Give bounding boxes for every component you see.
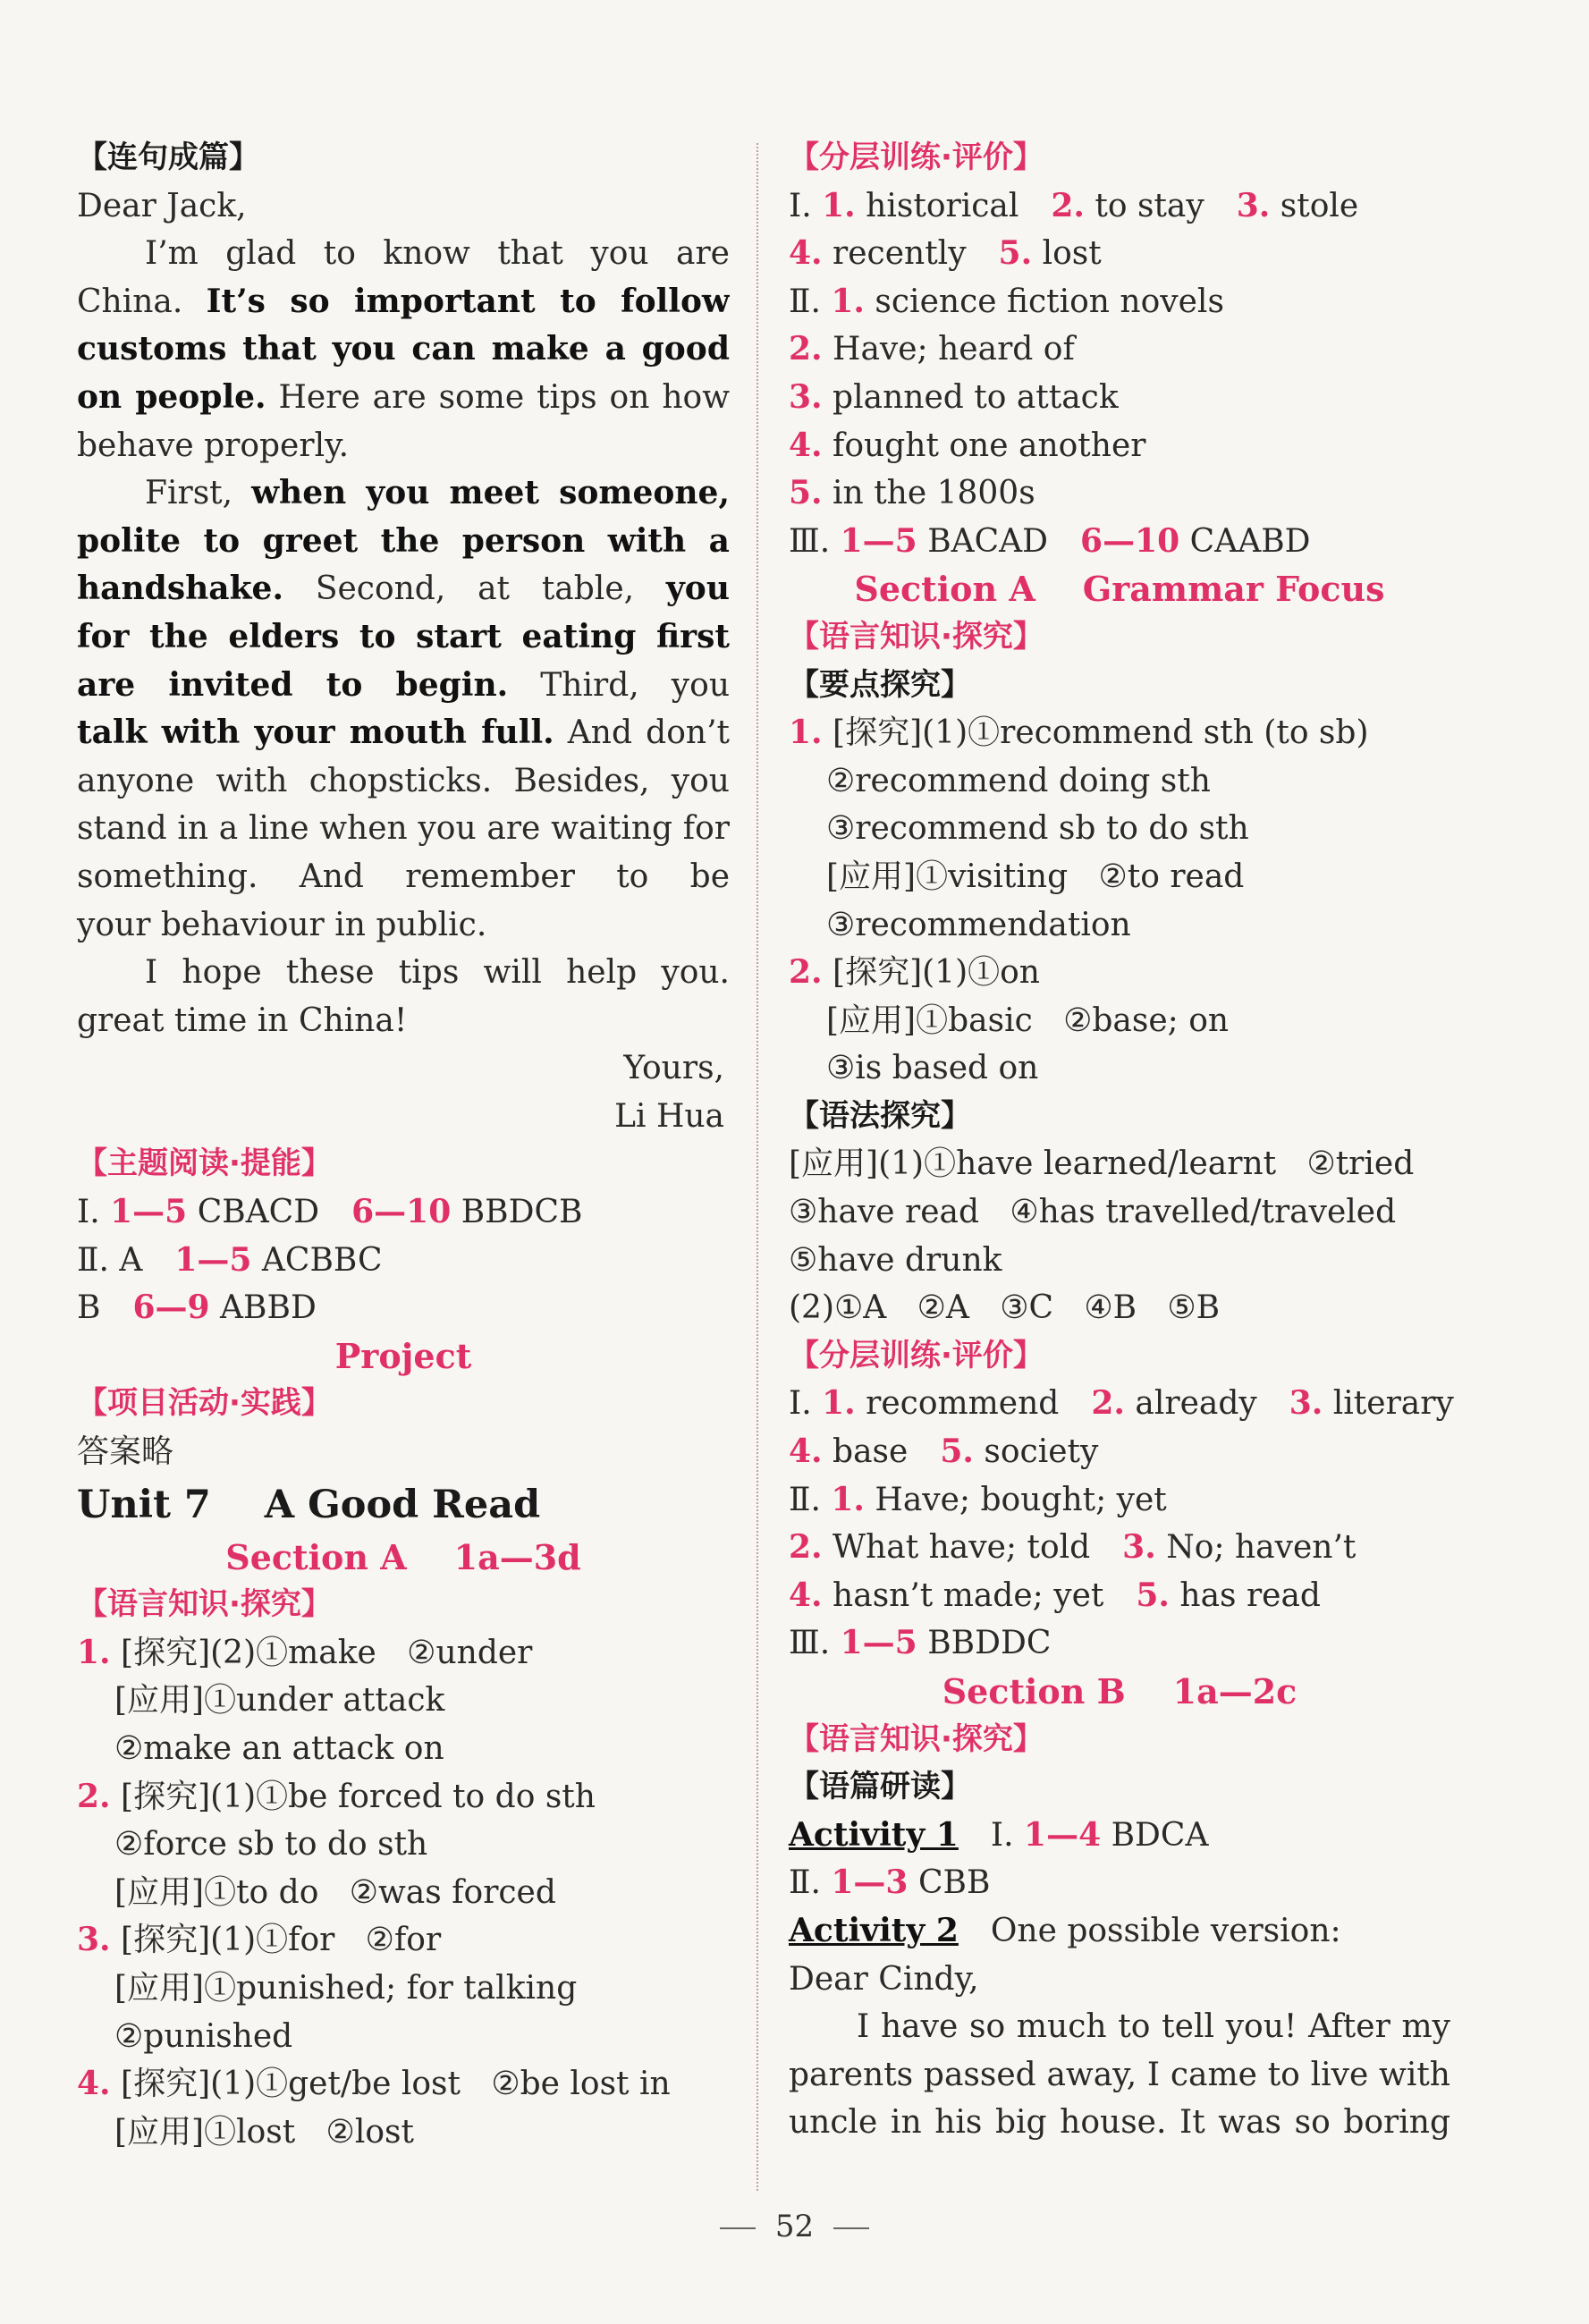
left-column [77,134,730,2156]
essay-line: on people. Here are some tips on how [77,377,730,416]
answer-row: Ⅲ. 1—5 BBDDC [789,1624,1052,1662]
grammar-explore-heading: 【语法探究】 [789,1097,971,1134]
activity-row: Activity 1 Ⅰ. 1—4 BDCA [789,1815,1209,1854]
apply-item: ③recommendation [826,906,1131,943]
explore-item: 3. [探究](1)①for ②for [77,1921,442,1959]
project-heading: 【项目活动·实践】 [77,1385,332,1422]
answer-row: B 6—9 ABBD [77,1289,317,1327]
apply-item: [应用]①basic ②base; on [826,1001,1230,1039]
essay-line: behave properly. [77,427,350,464]
explore-item: ②recommend doing sth [826,762,1211,799]
essay-line: talk with your mouth full. And don’t [77,714,730,752]
answer-row: 4. recently 5. lost [789,234,1102,273]
reading-heading: 【主题阅读·提能】 [77,1145,332,1182]
answer-row: 2. What have; told 3. No; haven’t [789,1528,1357,1567]
explore-item: 2. [探究](1)①be forced to do sth [77,1777,596,1815]
explore-item: ③recommend sb to do sth [826,810,1249,848]
practice-heading: 【分层训练·评价】 [789,139,1044,175]
explore-item: 4. [探究](1)①get/be lost ②be lost in [77,2065,671,2103]
essay-line: something. And remember to be [77,858,730,895]
explore-item: ②force sb to do sth [114,1826,428,1863]
letter-line: I have so much to tell you! After my [857,2008,1450,2046]
apply-item: [应用]①visiting ②to read [826,858,1245,895]
answer-row: Ⅰ. 1. recommend 2. already 3. literary [789,1384,1454,1423]
text-study-heading: 【语篇研读】 [789,1769,971,1805]
apply-item: [应用]①to do ②was forced [114,1873,556,1911]
essay-line: are invited to begin. Third, you [77,665,730,704]
apply-item: ②punished [114,2017,293,2055]
apply-item: [应用]①punished; for talking [114,1969,578,2007]
answer-row: 4. fought one another [789,426,1146,464]
sectionb-title: Section B 1a—2c [942,1671,1297,1711]
section-title: Section A 1a—3d [225,1536,581,1577]
essay-line: I’m glad to know that you are [145,235,730,273]
project-answer: 答案略 [77,1433,174,1471]
answer-row: Ⅱ. A 1—5 ACBBC [77,1240,383,1279]
essay-line: First, when you meet someone, [145,474,730,512]
answer-row: 4. base 5. society [789,1432,1099,1471]
activity-row: Activity 2 One possible version: [789,1911,1341,1949]
answer-row: Ⅲ. 1—5 BACAD 6—10 CAABD [789,521,1311,560]
letter-line: uncle in his big house. It was so boring [789,2104,1450,2142]
answer-row: 5. in the 1800s [789,474,1035,512]
practice-heading: 【分层训练·评价】 [789,1337,1044,1373]
essay-line: I hope these tips will help you. [145,954,730,992]
project-title: Project [334,1335,472,1376]
answer-row: Ⅰ. 1. historical 2. to stay 3. stole [789,186,1359,224]
letter-greeting: Dear Jack, [77,187,247,224]
answer-row: Ⅰ. 1—5 CBACD 6—10 BBDCB [77,1193,583,1231]
apply-item: ②make an attack on [114,1730,444,1767]
language-heading: 【语言知识·探究】 [789,618,1044,655]
apply-item: ③is based on [826,1050,1039,1087]
grammar-line: (2)①A ②A ③C ④B ⑤B [789,1289,1221,1327]
explore-item: 1. [探究](1)①recommend sth (to sb) [789,714,1369,752]
apply-item: [应用]①under attack [114,1682,445,1720]
unit-title: Unit 7 A Good Read [77,1482,541,1527]
grammar-line: ③have read ④has travelled/traveled [789,1194,1397,1231]
essay-line: anyone with chopsticks. Besides, you [77,762,730,799]
key-points-heading: 【要点探究】 [789,666,971,703]
answer-row: 3. planned to attack [789,377,1119,416]
essay-line: China. It’s so important to follow [77,282,730,320]
essay-heading: 【连句成篇】 [77,139,259,175]
language-heading: 【语言知识·探究】 [77,1586,332,1623]
letter-closing: Yours, [623,1050,724,1087]
grammar-line: [应用](1)①have learned/learnt ②tried [789,1145,1415,1183]
essay-line: stand in a line when you are waiting for [77,810,730,848]
page-number: 52 [0,2209,1589,2244]
letter-line: parents passed away, I came to live with [789,2056,1450,2093]
essay-line: your behaviour in public. [77,906,487,943]
grammar-line: ⑤have drunk [789,1241,1002,1279]
activity-row: Ⅱ. 1—3 CBB [789,1863,991,1902]
answer-row: 2. Have; heard of [789,330,1075,368]
right-column [789,134,1454,2147]
essay-line: customs that you can make a good [77,330,730,368]
apply-item: [应用]①lost ②lost [114,2113,414,2151]
column-divider [756,143,758,2191]
grammar-section-title: Section A Grammar Focus [854,569,1385,610]
explore-item: 1. [探究](2)①make ②under [77,1633,533,1671]
essay-line: great time in China! [77,1001,408,1039]
answer-row: Ⅱ. 1. science fiction novels [789,282,1224,320]
essay-line: handshake. Second, at table, you [77,570,730,608]
essay-line: for the elders to start eating first [77,617,730,655]
answer-row: 4. hasn’t made; yet 5. has read [789,1576,1321,1614]
essay-line: polite to greet the person with a [77,521,730,560]
answer-row: Ⅱ. 1. Have; bought; yet [789,1480,1167,1518]
letter-greeting: Dear Cindy, [789,1960,979,1998]
language-heading: 【语言知识·探究】 [789,1720,1044,1757]
explore-item: 2. [探究](1)①on [789,953,1040,992]
letter-signature: Li Hua [614,1097,724,1135]
